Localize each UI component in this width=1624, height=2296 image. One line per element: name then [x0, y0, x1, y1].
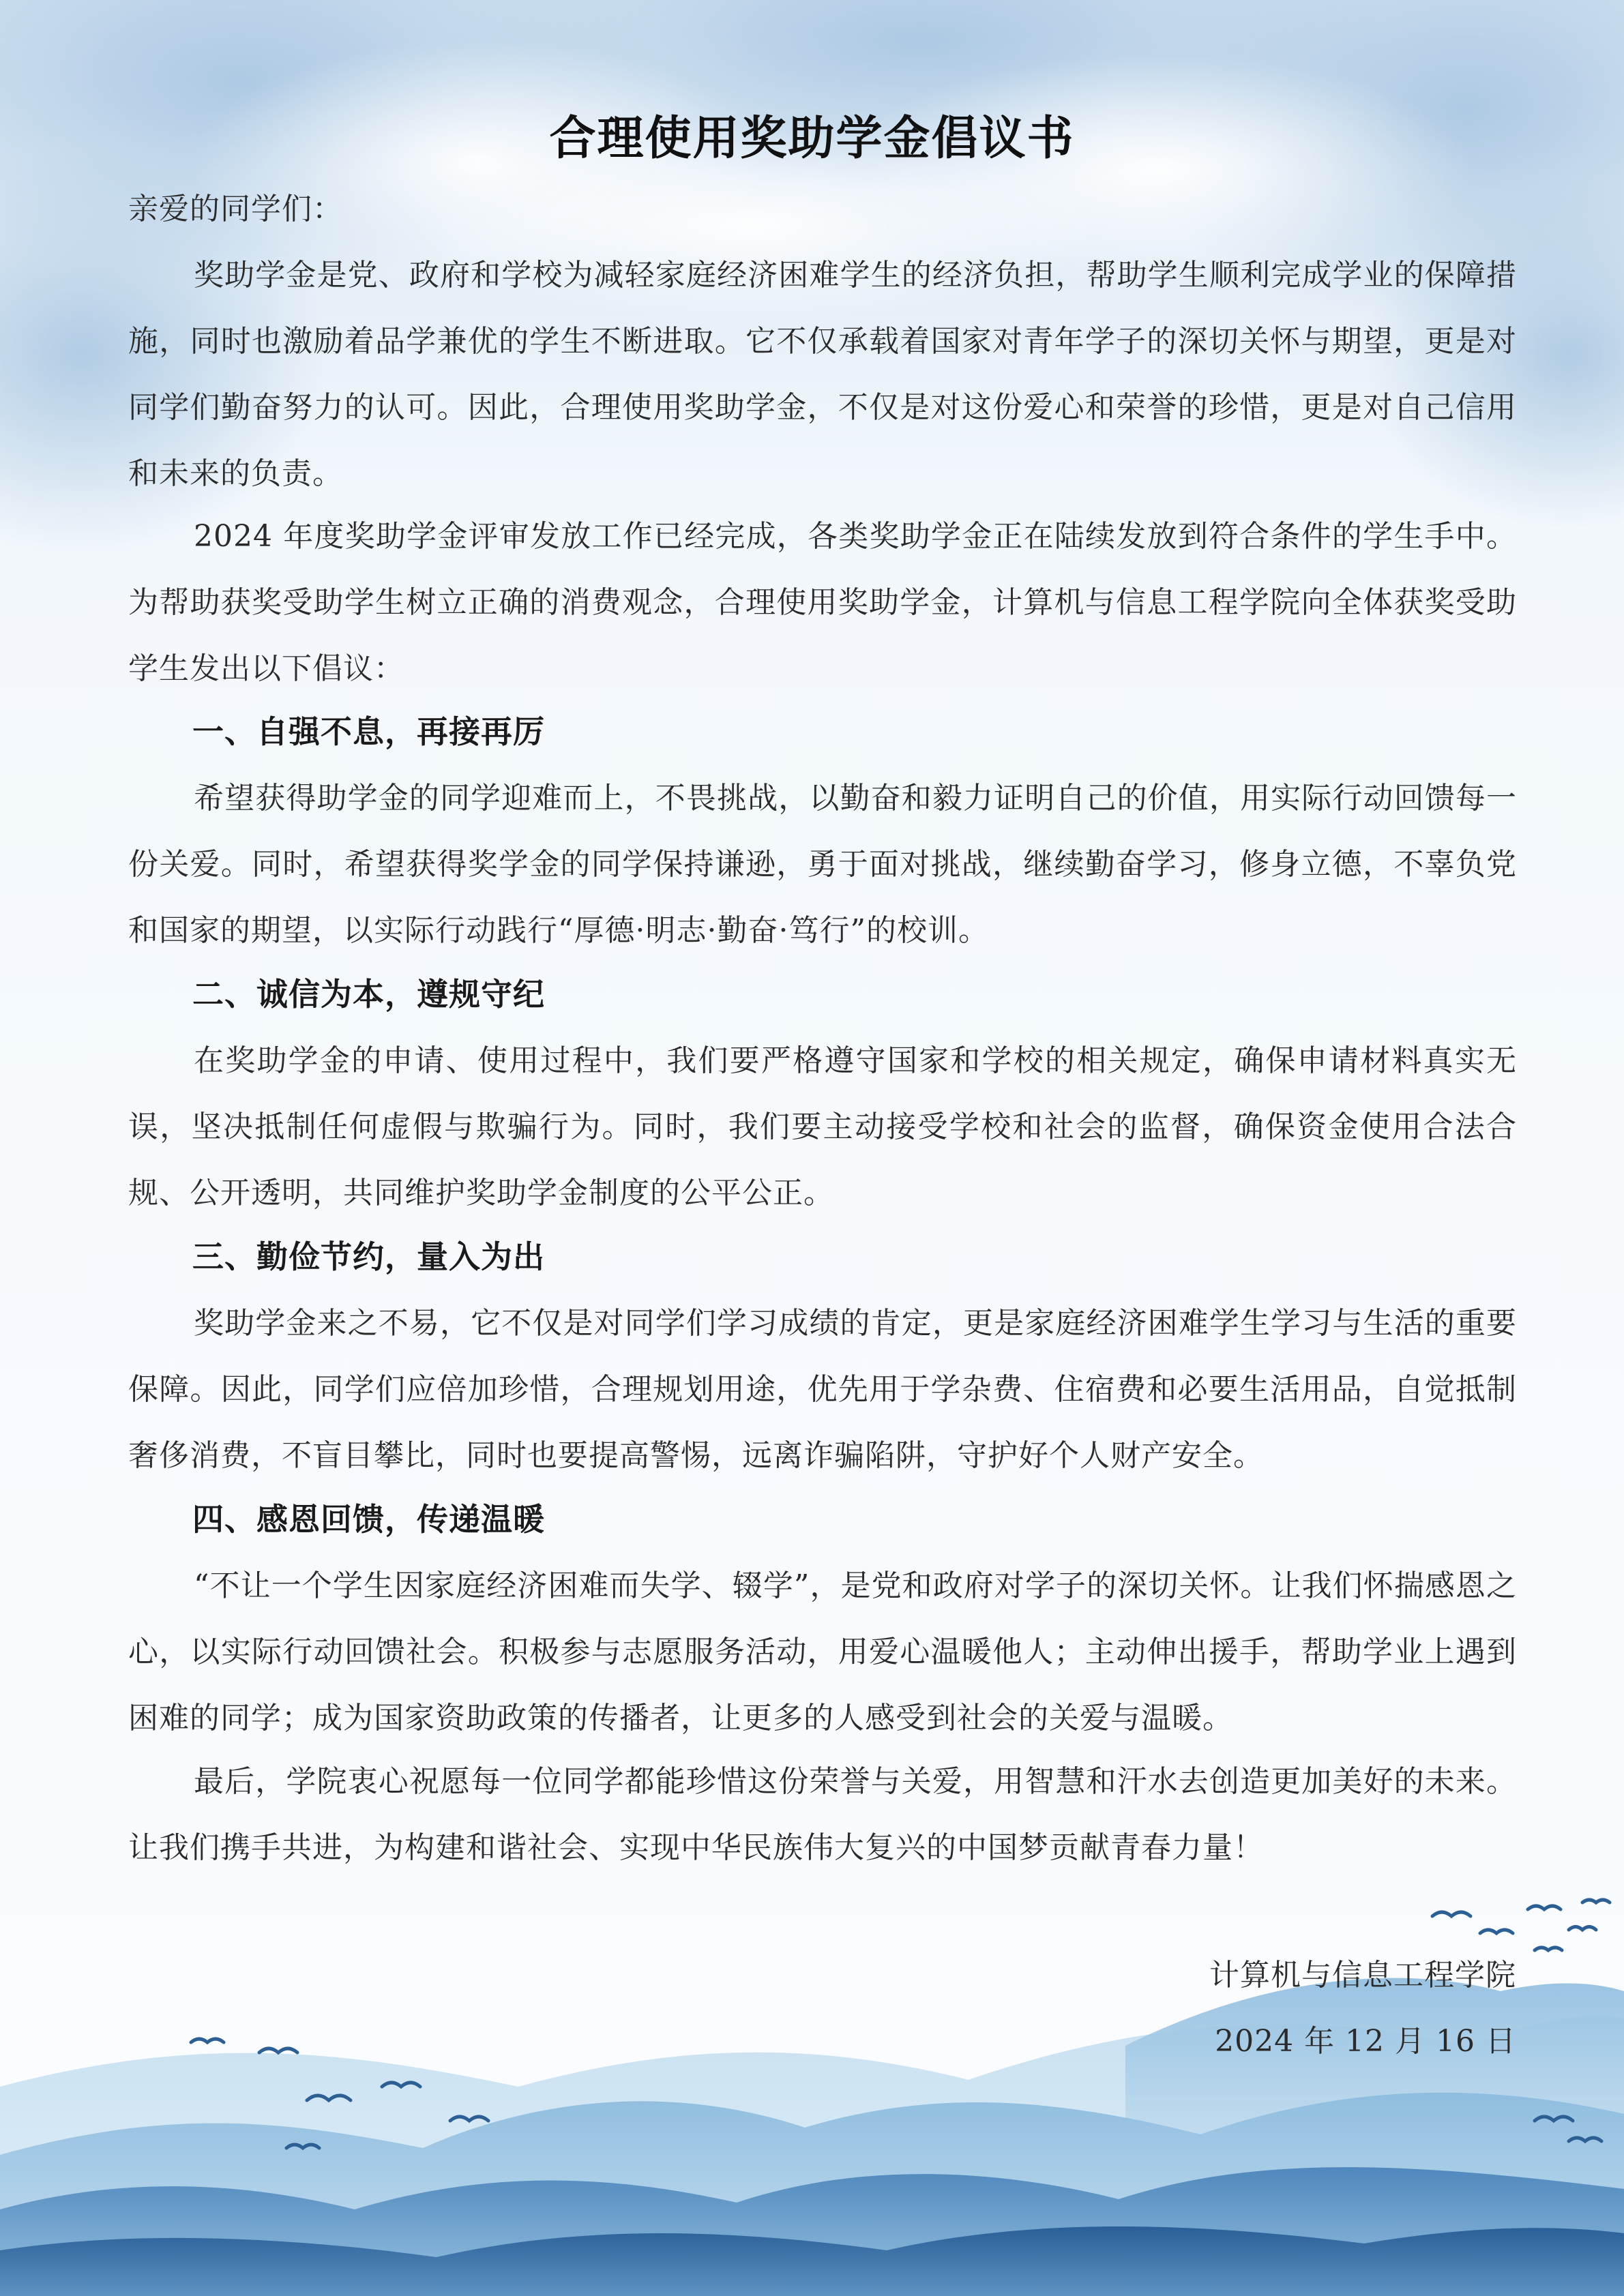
section-body-1: 希望获得助学金的同学迎难而上，不畏挑战，以勤奋和毅力证明自己的价值，用实际行动回馈每一份关爱。同时，希望获得奖学金的同学保持谦逊，勇于面对挑战，继续勤奋学习，修身立德，不辜负党和国家的期望，以实际行动践行“厚德·明志·勤奋·笃行”的校训。 [128, 781, 1517, 948]
section-heading-1: 一、自强不息，再接再厉 [192, 713, 545, 750]
section-body-3: 奖助学金来之不易，它不仅是对同学们学习成绩的肯定，更是家庭经济困难学生学习与生活的重要保障。因此，同学们应倍加珍惜，合理规划用途，优先用于学杂费、住宿费和必要生活用品，自觉抵制奢侈消费，不盲目攀比，同时也要提高警惕，远离诈骗陷阱，守护好个人财产安全。 [128, 1306, 1517, 1473]
signature-organization: 计算机与信息工程学院 [1209, 1958, 1516, 1993]
section-heading-2: 二、诚信为本，遵规守纪 [192, 976, 545, 1013]
greeting: 亲爱的同学们： [128, 192, 343, 226]
signature-date: 2024 年 12 月 16 日 [1215, 2024, 1516, 2059]
intro-paragraph-1: 奖助学金是党、政府和学校为减轻家庭经济困难学生的经济负担，帮助学生顺利完成学业的保障措施，同时也激励着品学兼优的学生不断进取。它不仅承载着国家对青年学子的深切关怀与期望，更是对同学们勤奋努力的认可。因此，合理使用奖助学金，不仅是对这份爱心和荣誉的珍惜，更是对自己信用和未来的负责。 [128, 258, 1517, 491]
closing-paragraph: 最后，学院衷心祝愿每一位同学都能珍惜这份荣誉与关爱，用智慧和汗水去创造更加美好的未来。让我们携手共进，为构建和谐社会、实现中华民族伟大复兴的中国梦贡献青春力量！ [128, 1764, 1517, 1865]
intro-paragraph-2: 2024 年度奖助学金评审发放工作已经完成，各类奖助学金正在陆续发放到符合条件的学生手中。为帮助获奖受助学生树立正确的消费观念，合理使用奖助学金，计算机与信息工程学院向全体获奖受助学生发出以下倡议： [128, 519, 1517, 686]
page-title: 合理使用奖助学金倡议书 [549, 111, 1075, 166]
section-heading-3: 三、勤俭节约，量入为出 [192, 1238, 545, 1275]
section-body-4: “不让一个学生因家庭经济困难而失学、辍学”，是党和政府对学子的深切关怀。让我们怀揣感恩之心，以实际行动回馈社会。积极参与志愿服务活动，用爱心温暖他人；主动伸出援手，帮助学业上遇到困难的同学；成为国家资助政策的传播者，让更多的人感受到社会的关爱与温暖。 [128, 1568, 1517, 1735]
section-heading-4: 四、感恩回馈，传递温暖 [192, 1501, 545, 1538]
section-body-2: 在奖助学金的申请、使用过程中，我们要严格遵守国家和学校的相关规定，确保申请材料真实无误，坚决抵制任何虚假与欺骗行为。同时，我们要主动接受学校和社会的监督，确保资金使用合法合规、公开透明，共同维护奖助学金制度的公平公正。 [128, 1043, 1517, 1210]
